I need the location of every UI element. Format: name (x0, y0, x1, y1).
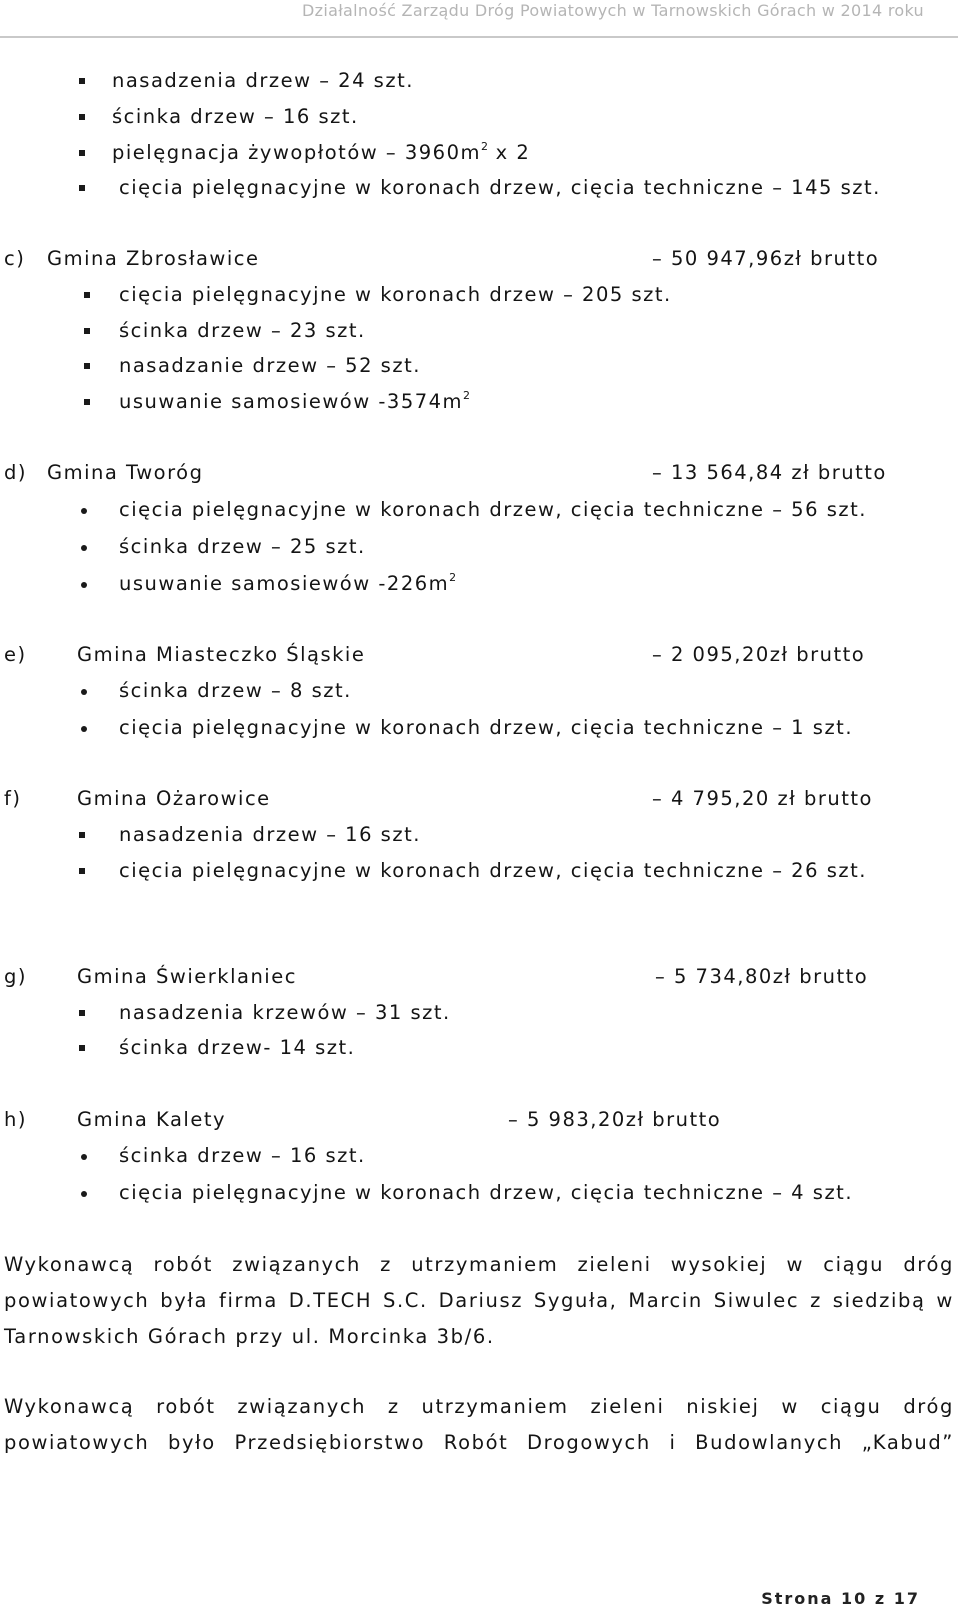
section-label: d) (4, 461, 27, 484)
section-label: g) (4, 965, 27, 988)
square-bullet-icon (79, 868, 85, 874)
square-bullet-icon (79, 832, 85, 838)
list-item (0, 99, 958, 135)
list-item-text: cięcia pielęgnacyjne w koronach drzew, cięcia techniczne – 1 szt. (119, 716, 854, 739)
list-item-text: cięcia pielęgnacyjne w koronach drzew, cięcia techniczne – 56 szt. (119, 498, 867, 521)
list-item-text: nasadzenia drzew – 16 szt. (119, 823, 421, 846)
list-item-text: cięcia pielęgnacyjne w koronach drzew, cięcia techniczne – 145 szt. (119, 176, 881, 199)
section-name: Gmina Kalety (77, 1108, 227, 1131)
section-heading-e (0, 637, 958, 673)
square-bullet-icon (79, 1045, 85, 1051)
paragraph-line: Wykonawcą robót związanych z utrzymaniem zieleni niskiej w ciągu dróg (4, 1395, 954, 1418)
paragraph-line: Tarnowskich Górach przy ul. Morcinka 3b/6. (4, 1325, 495, 1348)
list-item-text: cięcia pielęgnacyjne w koronach drzew, cięcia techniczne – 26 szt. (119, 859, 867, 882)
section-amount: – 5 734,80zł brutto (655, 965, 869, 988)
section-heading-c (0, 241, 958, 277)
square-bullet-icon (79, 114, 85, 120)
list-item-text: ścinka drzew – 8 szt. (119, 679, 352, 702)
section-name: Gmina Ożarowice (77, 787, 271, 810)
list-item-text: nasadzanie drzew – 52 szt. (119, 354, 421, 377)
list-item-text: ścinka drzew – 25 szt. (119, 535, 366, 558)
paragraph-line: powiatowych była firma D.TECH S.C. Dariusz Syguła, Marcin Siwulec z siedzibą w (4, 1289, 954, 1312)
page-header (0, 0, 958, 38)
list-item (0, 492, 958, 528)
square-bullet-icon (79, 150, 85, 156)
list-item-text: nasadzenia krzewów – 31 szt. (119, 1001, 451, 1024)
page-number: Strona 10 z 17 (761, 1589, 920, 1608)
paragraph-line: Wykonawcą robót związanych z utrzymaniem zieleni wysokiej w ciągu dróg (4, 1253, 954, 1276)
round-bullet-icon (81, 1154, 87, 1160)
list-item-text: usuwanie samosiewów $-226m^2$ (119, 570, 457, 595)
square-bullet-icon (84, 328, 90, 334)
list-item (0, 1138, 958, 1174)
list-item-text: cięcia pielęgnacyjne w koronach drzew – 205 szt. (119, 283, 672, 306)
round-bullet-icon (81, 545, 87, 551)
list-item (0, 348, 958, 384)
list-item (0, 566, 958, 602)
round-bullet-icon (81, 726, 87, 732)
section-label: h) (4, 1108, 27, 1131)
list-item (0, 710, 958, 746)
section-label: f) (4, 787, 22, 810)
round-bullet-icon (81, 582, 87, 588)
section-heading-g (0, 959, 958, 995)
list-item (0, 673, 958, 709)
square-bullet-icon (84, 363, 90, 369)
list-item (0, 1030, 958, 1066)
list-item (0, 135, 958, 171)
contractor-paragraph-low-greenery (4, 1389, 954, 1461)
section-name: Gmina Tworóg (47, 461, 204, 484)
round-bullet-icon (81, 689, 87, 695)
square-bullet-icon (79, 185, 85, 191)
paragraph-line: powiatowych było Przedsiębiorstwo Robót Drogowych i Budowlanych „Kabud” (4, 1431, 954, 1454)
section-amount: – 2 095,20zł brutto (652, 643, 866, 666)
section-heading-f (0, 781, 958, 817)
round-bullet-icon (81, 1191, 87, 1197)
list-item (0, 853, 958, 889)
section-heading-d (0, 455, 958, 491)
list-item (0, 63, 958, 99)
section-amount: – 4 795,20 zł brutto (652, 787, 873, 810)
square-bullet-icon (84, 399, 90, 405)
list-item-text: nasadzenia drzew – 24 szt. (112, 69, 414, 92)
list-item-text: ścinka drzew – 23 szt. (119, 319, 366, 342)
section-heading-h (0, 1102, 958, 1138)
list-item (0, 277, 958, 313)
list-item (0, 313, 958, 349)
round-bullet-icon (81, 508, 87, 514)
section-name: Gmina Zbrosławice (47, 247, 260, 270)
square-bullet-icon (79, 1010, 85, 1016)
list-item-text: ścinka drzew- 14 szt. (119, 1036, 356, 1059)
contractor-paragraph-high-greenery (4, 1247, 954, 1355)
square-bullet-icon (84, 292, 90, 298)
section-amount: – 5 983,20zł brutto (508, 1108, 722, 1131)
header-title: Działalność Zarządu Dróg Powiatowych w Tarnowskich Górach w 2014 roku (302, 1, 924, 20)
list-item (0, 995, 958, 1031)
list-item (0, 1175, 958, 1211)
section-name: Gmina Świerklaniec (77, 965, 297, 988)
list-item (0, 384, 958, 420)
section-name: Gmina Miasteczko Śląskie (77, 643, 366, 666)
section-label: e) (4, 643, 27, 666)
list-item-text: pielęgnacja żywopłotów – $3960m^2$ x 2 (112, 139, 531, 164)
list-item (0, 170, 958, 206)
list-item-text: ścinka drzew – 16 szt. (119, 1144, 366, 1167)
section-amount: – 50 947,96zł brutto (652, 247, 880, 270)
section-label: c) (4, 247, 26, 270)
list-item-text: cięcia pielęgnacyjne w koronach drzew, cięcia techniczne – 4 szt. (119, 1181, 854, 1204)
square-bullet-icon (79, 78, 85, 84)
section-amount: – 13 564,84 zł brutto (652, 461, 887, 484)
list-item (0, 529, 958, 565)
list-item (0, 817, 958, 853)
list-item-text: ścinka drzew – 16 szt. (112, 105, 359, 128)
list-item-text: usuwanie samosiewów $-3574m^2$ (119, 388, 471, 413)
